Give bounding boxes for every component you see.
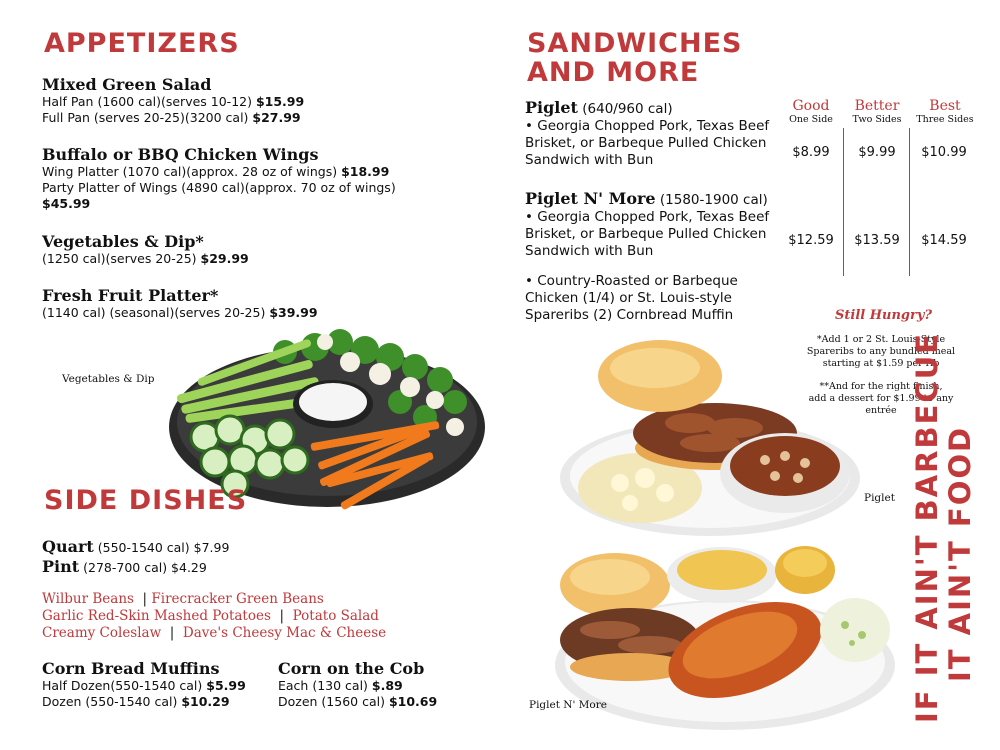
item-line xyxy=(42,196,396,212)
piglet-n-more-caption: Piglet N' More xyxy=(529,699,607,711)
side-options-line xyxy=(42,608,386,625)
tier-good xyxy=(780,98,842,126)
line-text: Half Pan (1600 cal)(serves 10-12) xyxy=(42,94,256,109)
item-desc: Sandwich with Bun xyxy=(525,152,654,168)
item-name: Piglet N' More xyxy=(525,189,656,208)
tier-sub: Two Sides xyxy=(852,114,902,125)
slogan-line1: IF IT AIN'T BARBECUE xyxy=(910,331,944,723)
tier-name: Good xyxy=(792,98,830,114)
still-hungry-title: Still Hungry? xyxy=(835,308,933,323)
tier-name: Better xyxy=(854,98,900,114)
item-desc: Brisket, or Barbeque Pulled Chicken xyxy=(525,135,767,151)
side-option: Potato Salad xyxy=(292,608,379,624)
price-piglet-good: $8.99 xyxy=(792,145,830,160)
side-options xyxy=(42,591,386,642)
item-title xyxy=(525,189,769,209)
separator: | xyxy=(279,608,285,624)
piglet-n-more-extra-desc xyxy=(525,273,738,324)
price: $.89 xyxy=(371,678,403,693)
item-name: Corn Bread Muffins xyxy=(42,659,220,678)
side-option: Dave's Cheesy Mac & Cheese xyxy=(182,625,387,641)
note-line: starting at $1.59 per rib xyxy=(822,358,940,369)
size-name: Pint xyxy=(42,557,80,576)
menu-item-corn-on-the-cob xyxy=(278,659,437,710)
line-text: (1140 cal) (seasonal)(serves 20-25) xyxy=(42,305,270,320)
item-line xyxy=(42,180,396,196)
tier-best xyxy=(912,98,978,126)
tier-name: Best xyxy=(929,98,961,114)
tier-better xyxy=(846,98,908,126)
menu-item-piglet-n-more xyxy=(525,189,769,260)
item-name: Vegetables & Dip* xyxy=(42,232,204,251)
price: $39.99 xyxy=(269,305,318,320)
line-text: Half Dozen(550-1540 cal) xyxy=(42,678,207,693)
item-name: Fresh Fruit Platter* xyxy=(42,286,219,305)
menu-item-piglet xyxy=(525,98,769,169)
side-option: Firecracker Green Beans xyxy=(151,591,324,607)
item-desc: • Georgia Chopped Pork, Texas Beef xyxy=(525,118,770,134)
item-cal: (1580-1900 cal) xyxy=(655,192,768,208)
vegetable-platter-image xyxy=(165,322,490,512)
item-desc: • Country-Roasted or Barbeque xyxy=(525,273,738,289)
item-desc: Brisket, or Barbeque Pulled Chicken xyxy=(525,226,767,242)
separator: | xyxy=(169,625,175,641)
price-piglet-more-best: $14.59 xyxy=(921,233,967,248)
price: $45.99 xyxy=(42,196,91,211)
size-pint xyxy=(42,557,229,577)
size-name: Quart xyxy=(42,537,94,556)
price: $10.69 xyxy=(388,694,438,709)
item-name: Buffalo or BBQ Chicken Wings xyxy=(42,145,319,164)
note-line: **And for the right finish, xyxy=(819,381,943,392)
item-line xyxy=(42,251,249,267)
size-quart xyxy=(42,537,229,557)
price: $10.29 xyxy=(181,694,230,709)
price: $27.99 xyxy=(252,110,301,125)
menu-item-vegetables-dip xyxy=(42,232,249,267)
item-desc: Chicken (1/4) or St. Louis-style xyxy=(525,290,732,306)
side-option: Wilbur Beans xyxy=(42,591,134,607)
item-line xyxy=(42,305,318,321)
note-line: entrée xyxy=(865,405,897,416)
tier-sub: Three Sides xyxy=(916,114,974,125)
item-desc: Spareribs (2) Cornbread Muffin xyxy=(525,307,734,323)
side-sizes xyxy=(42,537,229,577)
price: $15.99 xyxy=(255,94,305,109)
menu-item-corn-bread-muffins xyxy=(42,659,246,710)
note-line: add a dessert for $1.99 to any xyxy=(808,393,954,404)
size-detail: (278-700 cal) $4.29 xyxy=(79,560,207,575)
line-text: Each (130 cal) xyxy=(278,678,372,693)
line-text: Wing Platter (1070 cal)(approx. 28 oz of wings) xyxy=(42,164,342,179)
note-line: Spareribs to any bundled meal xyxy=(806,346,956,357)
item-name: Mixed Green Salad xyxy=(42,75,212,94)
line-text: Party Platter of Wings (4890 cal)(approx. 70 oz of wings) xyxy=(42,180,396,195)
side-options-line xyxy=(42,591,386,608)
piglet-caption: Piglet xyxy=(864,492,895,504)
item-cal: (640/960 cal) xyxy=(577,101,673,117)
menu-item-mixed-green-salad xyxy=(42,75,304,126)
item-line xyxy=(278,678,437,694)
sandwiches-heading-line1: SANDWICHES xyxy=(527,28,743,59)
price: $18.99 xyxy=(341,164,390,179)
price: $5.99 xyxy=(206,678,246,693)
item-desc: Sandwich with Bun xyxy=(525,243,654,259)
price-piglet-better: $9.99 xyxy=(858,145,896,160)
slogan-line2: IT AIN'T FOOD xyxy=(943,425,977,682)
item-line xyxy=(42,110,304,126)
item-name: Corn on the Cob xyxy=(278,659,425,678)
separator: | xyxy=(142,591,148,607)
price-piglet-best: $10.99 xyxy=(921,145,967,160)
menu-item-fresh-fruit-platter xyxy=(42,286,318,321)
item-line xyxy=(278,694,437,710)
appetizers-heading: APPETIZERS xyxy=(44,28,240,59)
side-option: Garlic Red-Skin Mashed Potatoes xyxy=(42,608,271,624)
line-text: Full Pan (serves 20-25)(3200 cal) xyxy=(42,110,253,125)
side-option: Creamy Coleslaw xyxy=(42,625,162,641)
sandwiches-heading-line2: AND MORE xyxy=(527,57,700,88)
item-desc: • Georgia Chopped Pork, Texas Beef xyxy=(525,209,770,225)
item-line xyxy=(42,164,396,180)
line-text: (1250 cal)(serves 20-25) xyxy=(42,251,201,266)
piglet-plate-image xyxy=(560,338,860,538)
size-detail: (550-1540 cal) $7.99 xyxy=(93,540,230,555)
item-line xyxy=(42,678,246,694)
menu-item-chicken-wings xyxy=(42,145,396,212)
item-name: Piglet xyxy=(525,98,578,117)
line-text: Dozen (550-1540 cal) xyxy=(42,694,182,709)
line-text: Dozen (1560 cal) xyxy=(278,694,389,709)
price-piglet-more-better: $13.59 xyxy=(854,233,900,248)
item-title xyxy=(525,98,769,118)
item-line xyxy=(42,94,304,110)
note-line: *Add 1 or 2 St. Louis-Style xyxy=(816,334,946,345)
side-dishes-heading: SIDE DISHES xyxy=(44,485,248,516)
vegetables-dip-caption: Vegetables & Dip xyxy=(62,373,155,385)
price-piglet-more-good: $12.59 xyxy=(788,233,834,248)
tier-sub: One Side xyxy=(789,114,833,125)
side-options-line xyxy=(42,625,386,642)
item-line xyxy=(42,694,246,710)
price: $29.99 xyxy=(200,251,249,266)
